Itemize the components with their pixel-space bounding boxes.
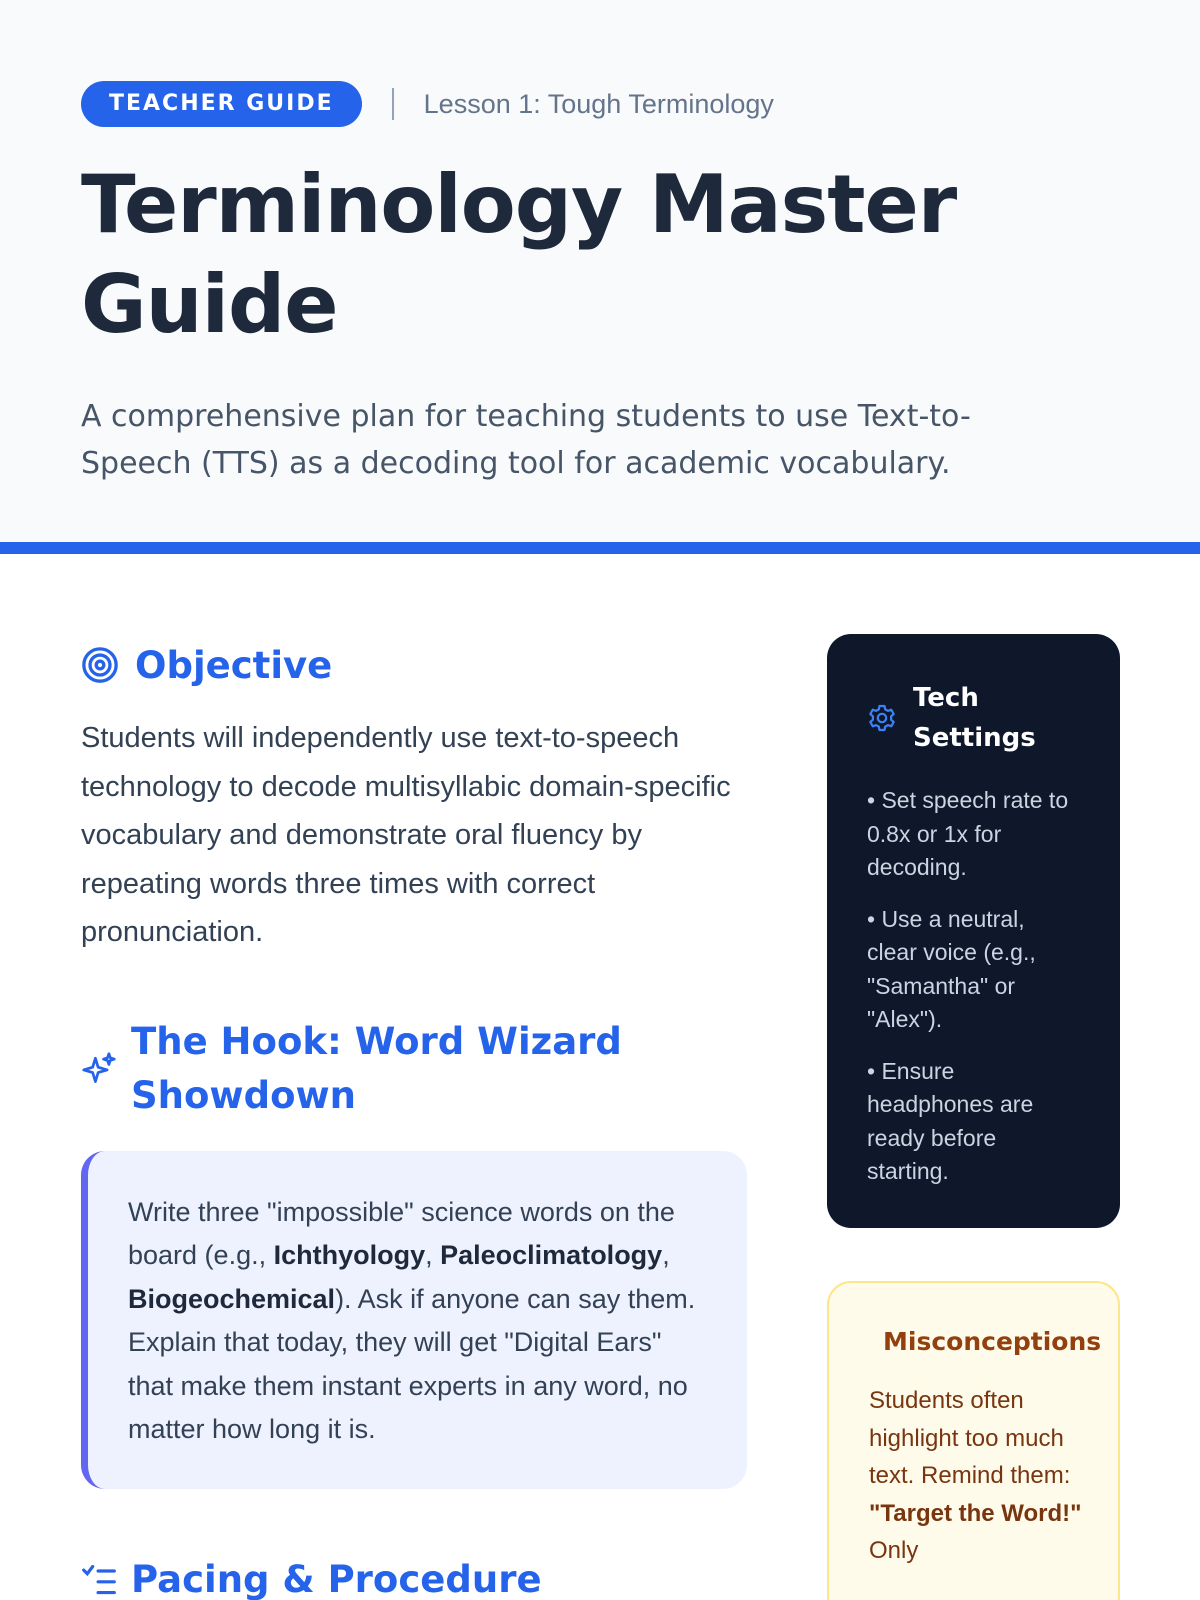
gear-icon [867,703,897,733]
left-column [81,640,747,1600]
page-header [0,0,1200,554]
tech-title-line-1: Tech [913,683,979,713]
objective-heading-text: Objective [135,643,333,687]
misconceptions-emphasis: "Target the Word!" [869,1499,1082,1527]
misconceptions-card [827,1281,1120,1600]
sparkles-icon [81,1051,117,1087]
tech-settings-card [827,634,1120,1228]
hook-heading [81,1015,747,1123]
list-item: • Set speech rate to 0.8x or 1x for decoding. [867,787,1069,880]
hook-heading-text [131,1015,622,1123]
tech-settings-title [913,678,1036,758]
misconceptions-text-part-2: Only [869,1537,919,1564]
title-line-1: Terminology Master [81,158,957,251]
misconceptions-text [869,1382,1099,1570]
misconceptions-title: Misconceptions [883,1327,1102,1356]
hook-word-1: Ichthyology [273,1240,426,1270]
hook-heading-line-1: The Hook: Word Wizard [131,1019,622,1063]
list-check-icon [81,1562,117,1598]
main-content [0,554,1200,1600]
lesson-label: Lesson 1: Tough Terminology [423,88,774,119]
hook-text-part-2: ). Ask if anyone can say them. Explain that today, they will get "Digital Ears" that make them instant experts in any word, no matter how long it is. [128,1283,696,1444]
hook-sep-2: , [662,1240,670,1270]
hook-word-3: Biogeochemical [128,1283,336,1314]
list-item: • Ensure headphones are ready before starting. [867,1057,1034,1184]
list-item: • Use a neutral, clear voice (e.g., "Samantha" or "Alex"). [867,905,1036,1032]
hook-sep-1: , [425,1240,441,1270]
tech-settings-header [867,678,1080,758]
title-line-2: Guide [81,258,338,351]
target-icon [81,646,119,684]
objective-heading [81,640,747,690]
teacher-guide-badge: TEACHER GUIDE [81,81,362,127]
meta-row [81,81,1119,127]
tech-settings-list [867,784,1080,1189]
page-title [81,155,1119,355]
pacing-heading [81,1555,747,1600]
misconceptions-text-part-1: Students often highlight too much text. Remind them: [869,1387,1071,1489]
meta-divider [392,88,394,120]
tech-title-line-2: Settings [913,723,1036,753]
hook-callout [81,1151,747,1489]
pacing-heading-text: Pacing & Procedure [131,1558,542,1600]
page-subtitle: A comprehensive plan for teaching students to use Text-to-Speech (TTS) as a decoding tool for academic vocabulary. [81,399,971,481]
hook-text-part-1: Write three "impossible" science words on the board (e.g., [128,1196,675,1270]
objective-text: Students will independently use text-to-speech technology to decode multisyllabic domain-specific vocabulary and demonstrate oral fluency by repeating words three times with correct pronunciation. [81,722,731,948]
hook-word-2: Paleoclimatology [440,1240,663,1270]
hook-heading-line-2: Showdown [131,1073,357,1117]
